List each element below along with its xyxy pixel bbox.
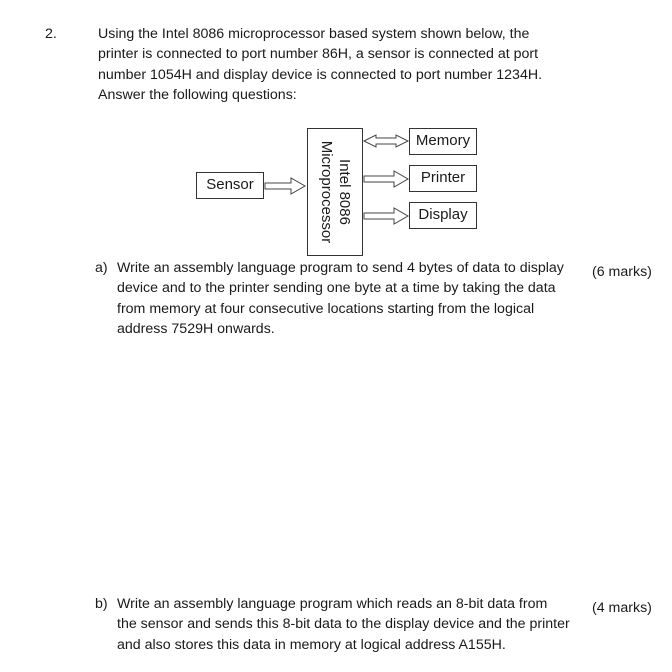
intro-line: Answer the following questions: (98, 86, 297, 103)
part-b-marks: (4 marks) (592, 600, 652, 616)
display-label: Display (418, 206, 468, 224)
microprocessor-label-line1: Intel 8086 (336, 159, 353, 225)
part-a-letter: a) (95, 260, 108, 276)
part-a-line: Write an assembly language program to send 4 bytes of data to display (117, 260, 564, 276)
intro-line: number 1054H and display device is connected to port number 1234H. (98, 66, 543, 83)
part-b-line: the sensor and sends this 8-bit data to the display device and the printer (117, 616, 570, 633)
part-b-text (117, 594, 579, 655)
memory-label: Memory (415, 132, 471, 150)
sensor-box (196, 172, 264, 199)
part-a-line: address 7529H onwards. (117, 320, 275, 337)
printer-box (409, 165, 477, 192)
mpu-to-printer-arrow (364, 171, 408, 187)
intro-line: printer is connected to port number 86H, a sensor is connected at port (98, 46, 539, 63)
part-a-line: device and to the printer sending one byte at a time by taking the data (117, 280, 556, 297)
microprocessor-box (307, 128, 363, 256)
memory-box (409, 128, 477, 155)
part-a-marks: (6 marks) (592, 264, 652, 280)
intro-line: Using the Intel 8086 microprocessor based system shown below, the (98, 26, 530, 42)
microprocessor-label (317, 141, 353, 244)
sensor-to-mpu-arrow (265, 178, 305, 194)
display-box (409, 202, 477, 229)
microprocessor-label-line2: Microprocessor (318, 140, 335, 244)
part-a-line: from memory at four consecutive locations starting from the logical (117, 300, 535, 317)
sensor-label: Sensor (206, 176, 254, 194)
mpu-to-display-arrow (364, 208, 408, 224)
part-b-line: and also stores this data in memory at logical address A155H. (117, 636, 506, 653)
mpu-memory-bidirectional-arrow (364, 135, 408, 147)
part-a-text (117, 258, 579, 339)
part-b-letter: b) (95, 596, 108, 612)
question-number: 2. (45, 26, 57, 42)
printer-label: Printer (420, 169, 466, 187)
part-b-line: Write an assembly language program which reads an 8-bit data from (117, 596, 548, 612)
